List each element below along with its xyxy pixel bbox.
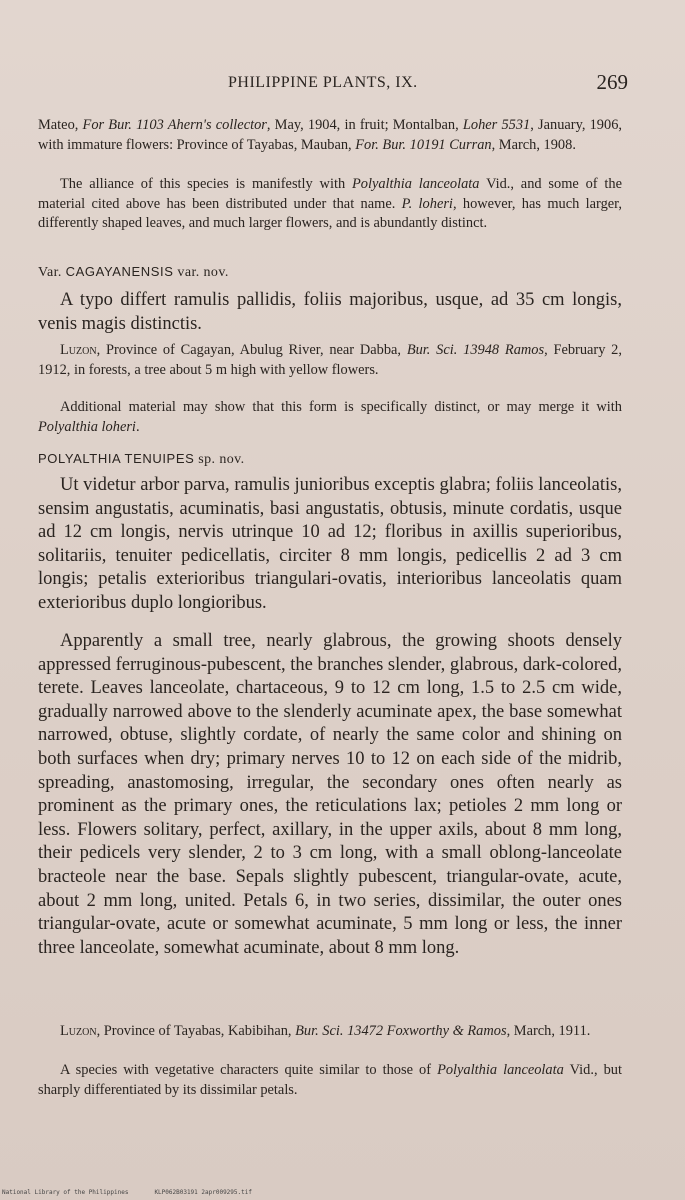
variety-specimen-citation bbox=[38, 341, 622, 380]
text: , March, 1911. bbox=[506, 1023, 591, 1039]
library-credit: National Library of the Philippines bbox=[2, 1189, 129, 1196]
italic-text: Polyalthia loheri bbox=[38, 418, 136, 435]
running-title: PHILIPPINE PLANTS, IX. bbox=[228, 74, 418, 91]
region-name: Luzon bbox=[60, 342, 97, 358]
text: , May, 1904, in fruit; Montalban, bbox=[266, 117, 463, 133]
page-number: 269 bbox=[596, 70, 628, 94]
species-specimen-citation bbox=[38, 1022, 622, 1042]
italic-text: Polyalthia lanceolata bbox=[437, 1062, 564, 1078]
species-description: Apparently a small tree, nearly glabrous, the growing shoots densely appressed ferruginous-pubescent, the branches slender, glabrous, dark-colored, terete. Leaves lanceolate, chartaceous, 9 to 12 cm long, 1.5 to 2.5 cm wide, gradually narrowed above to the slenderly acuminate apex, the base somewhat narrowed, obtuse, slightly cordate, of nearly the same color and shining on both surfaces when dry; primary nerves 10 to 12 on each side of the midrib, spreading, anastomosing, irregular, the secondary ones often nearly as prominent as the primary ones, the reticulations lax; petioles 2 mm long or less. Flowers solitary, perfect, axillary, in the upper axils, about 8 mm long, their pedicels very slender, 2 to 3 cm long, with a small oblong-lanceolate bracteole near the base. Sepals slightly pubescent, triangular-ovate, acute, about 2 mm long, united. Petals 6, in two series, dissimilar, the outer ones triangular-ovate, acute or somewhat acuminate, 5 mm long or less, the inner three lanceolate, somewhat acuminate, about 8 mm long. bbox=[38, 631, 622, 958]
latin-diagnosis-variety: A typo differt ramulis pallidis, foliis majoribus, usque, ad 35 cm longis, venis magis distinctis. bbox=[38, 290, 622, 334]
italic-text: Bur. Sci. 13948 Ramos bbox=[406, 342, 545, 358]
text: . bbox=[135, 418, 140, 435]
species-name: POLYALTHIA TENUIPES bbox=[38, 451, 195, 466]
text: Vid., and some of the material cited above has been distributed under that name. bbox=[38, 176, 622, 212]
variety-heading bbox=[38, 264, 622, 281]
text: A species with vegetative characters quite similar to those of bbox=[60, 1062, 438, 1078]
text: Mateo, bbox=[38, 117, 83, 133]
species-remark bbox=[38, 1061, 622, 1100]
italic-text: P. loheri bbox=[401, 195, 453, 212]
latin-diagnosis-species: Ut videtur arbor parva, ramulis junioribus exceptis glabra; foliis lanceolatis, sensim angustatis, acuminatis, basi angustatis, obtusis, minute cordatis, usque ad 12 cm longis, nervis utrinque 10 ad 12; floribus in axillis superioribus, solitariis, tenuiter pedicellatis, circiter 8 mm longis, pedicellis 2 ad 3 cm longis; petalis exterioribus triangulari-ovatis, interioribus lanceolatis quam exterioribus duplo longioribus. bbox=[38, 475, 622, 613]
italic-text: For Bur. 1103 Ahern's collector bbox=[82, 117, 267, 133]
text: var. nov. bbox=[173, 265, 229, 280]
scan-filename: KLP062B03191 2apr009295.tif bbox=[154, 1189, 252, 1196]
alliance-paragraph bbox=[38, 175, 622, 234]
variety-name: CAGAYANENSIS bbox=[65, 264, 174, 279]
specimen-citations-continued bbox=[38, 116, 622, 155]
text: Vid., but sharply differentiated by its dissimilar petals. bbox=[38, 1062, 622, 1098]
italic-text: Loher 5531 bbox=[462, 117, 531, 133]
text: , Province of Tayabas, Kabibihan, bbox=[96, 1023, 296, 1039]
scan-footer bbox=[2, 1189, 278, 1196]
text: The alliance of this species is manifestly with bbox=[60, 176, 352, 192]
species-heading bbox=[38, 451, 622, 468]
region-name: Luzon bbox=[60, 1023, 97, 1039]
text: , February 2, 1912, in forests, a tree about 5 m high with yellow flowers. bbox=[38, 342, 622, 378]
text: sp. nov. bbox=[194, 452, 245, 467]
text: , January, 1906, with immature flowers: Province of Tayabas, Mauban, bbox=[38, 117, 622, 153]
text: , Province of Cagayan, Abulug River, near Dabba, bbox=[96, 342, 407, 358]
italic-text: Polyalthia lanceolata bbox=[351, 176, 480, 192]
italic-text: Bur. Sci. 13472 Foxworthy & Ramos bbox=[295, 1023, 507, 1039]
running-header bbox=[228, 70, 628, 98]
variety-remark bbox=[38, 398, 622, 437]
text: , March, 1908. bbox=[491, 136, 576, 153]
text: , however, has much larger, differently shaped leaves, and much larger flowers, and is abundantly distinct. bbox=[38, 195, 622, 231]
italic-text: For. Bur. 10191 Curran bbox=[355, 136, 492, 153]
text: Additional material may show that this form is specifically distinct, or may merge it with bbox=[60, 399, 622, 415]
text: Var. bbox=[38, 265, 66, 280]
